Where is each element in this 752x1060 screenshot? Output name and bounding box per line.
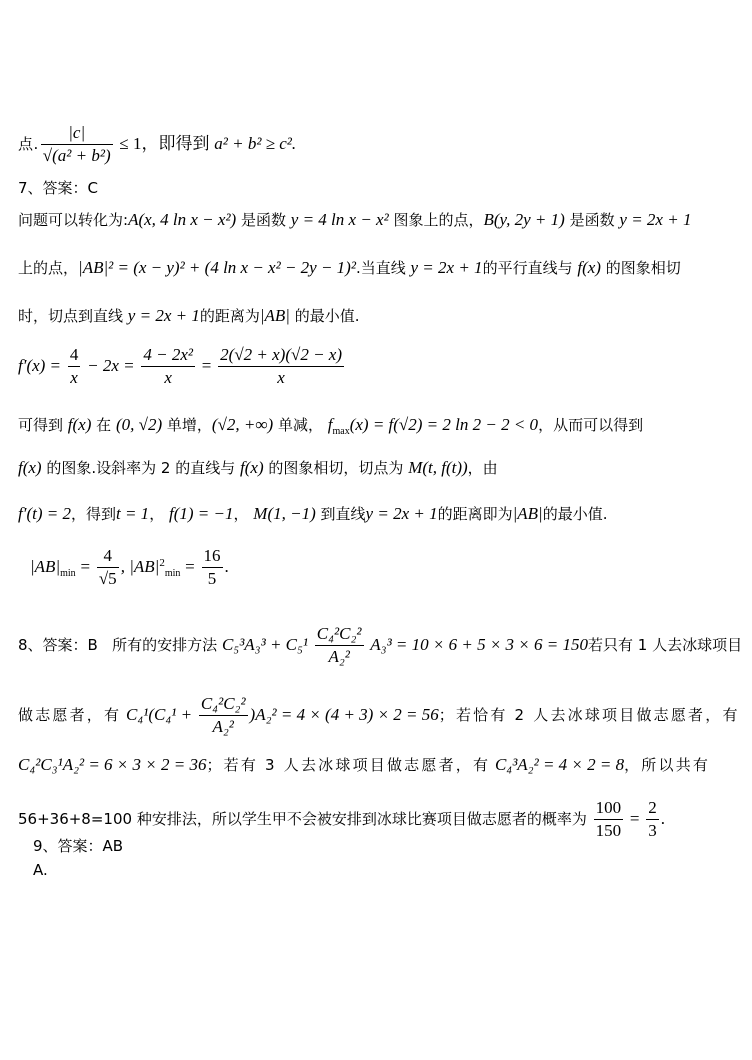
subscript: min [60, 568, 76, 579]
formula: f(x) [577, 258, 601, 277]
line-3 [18, 256, 681, 280]
text: 上的点， [18, 259, 79, 277]
formula: , |AB| [120, 557, 160, 576]
text: 到直线 [320, 505, 366, 523]
formula: f(x) [240, 458, 264, 477]
fraction [646, 797, 659, 842]
formula: f(1) = −1 [168, 504, 234, 523]
text: 问题可以转化为: [18, 211, 129, 229]
formula: = [185, 557, 195, 576]
formula: C₄²C₃¹A₂² = 6 × 3 × 2 = 36 [18, 755, 207, 774]
superscript: 2 [159, 557, 165, 569]
formula: y = 2x + 1 [365, 504, 438, 523]
denominator: x [70, 368, 78, 387]
formula: y = 2x + 1 [410, 258, 483, 277]
text: ， [233, 505, 249, 523]
fraction [218, 344, 344, 389]
fraction [97, 545, 119, 590]
answer-8-line [18, 623, 742, 668]
text: 的最小值. [294, 307, 360, 325]
denominator: x [164, 368, 172, 387]
formula: A(x, 4 ln x − x²) [128, 210, 237, 229]
text: ；若恰有 2 人去冰球项目做志愿者，有 [438, 706, 740, 724]
numerator: 100 [594, 797, 624, 820]
text: 的图象.设斜率为 2 的直线与 [46, 459, 236, 477]
formula: M(1, −1) [253, 504, 316, 523]
answer-8-label: 8、答案：B [18, 636, 98, 654]
numerator: 4 − 2x² [141, 344, 195, 367]
line-2 [18, 208, 691, 232]
formula: f [327, 415, 333, 434]
denominator: √(a² + b²) [42, 146, 111, 165]
text: 在 [96, 416, 112, 434]
text: ，所以共有 [624, 756, 711, 774]
denominator: √5 [98, 569, 117, 588]
text: ≤ 1，即得到 [119, 134, 210, 153]
fraction [199, 693, 248, 738]
min-value-line [30, 545, 229, 590]
derivative-line [18, 344, 346, 389]
text: 是函数 [240, 211, 286, 229]
text: 单减， [277, 416, 323, 434]
text: ，由 [467, 459, 498, 477]
line-8 [18, 502, 608, 526]
fraction [41, 122, 113, 167]
denominator: 5 [207, 569, 217, 588]
numerator: 4 [97, 545, 119, 568]
text: 是函数 [569, 211, 615, 229]
formula: f(x) [67, 415, 92, 434]
text: .当直线 [355, 259, 406, 277]
denominator: x [277, 368, 285, 387]
text: 的图象相切，切点为 [268, 459, 404, 477]
formula: = [629, 809, 640, 828]
text: 的图象相切 [605, 259, 681, 277]
text: 的距离为 [199, 307, 260, 325]
formula: |AB| [512, 504, 543, 523]
formula: t = 1 [115, 504, 150, 523]
formula: f(x) [18, 458, 42, 477]
formula: . [660, 809, 666, 828]
numerator: 2(√2 + x)(√2 − x) [218, 344, 344, 367]
subscript: min [164, 568, 181, 579]
denominator: A₂² [212, 717, 234, 736]
formula: )A₂² = 4 × (4 + 3) × 2 = 56 [249, 705, 439, 724]
text: ， [149, 505, 165, 523]
numerator: 4 [68, 344, 81, 367]
text: 做志愿者，有 [18, 706, 122, 724]
line-6 [18, 413, 643, 444]
denominator: A₂² [328, 647, 350, 666]
formula: = [80, 557, 91, 576]
text: 若只有 1 人去冰球项目 [588, 636, 743, 654]
text: 56+36+8=100 种安排法，所以学生甲不会被安排到冰球比赛项目做志愿者的概率为 [18, 810, 587, 828]
formula: A₃³ = 10 × 6 + 5 × 3 × 6 = 150 [370, 635, 589, 654]
text: 的最小值. [542, 505, 608, 523]
formula: (x) = f(√2) = 2 ln 2 − 2 < 0 [349, 415, 539, 434]
text: 单增， [166, 416, 212, 434]
text: 时，切点到直线 [18, 307, 124, 325]
text: ，得到 [70, 505, 116, 523]
fraction [68, 344, 81, 389]
text: 所有的安排方法 [112, 636, 218, 654]
formula: y = 2x + 1 [619, 210, 692, 229]
formula: (√2, +∞) [211, 415, 274, 434]
line-1 [18, 122, 296, 167]
answer-7-label: 7、答案：C [18, 179, 99, 197]
line-11 [18, 693, 740, 738]
option-a-label: A. [33, 861, 48, 879]
formula: f′(x) = [18, 356, 62, 375]
denominator: 3 [648, 821, 657, 840]
fraction [202, 545, 223, 590]
formula: y = 2x + 1 [127, 306, 200, 325]
text: 可得到 [18, 416, 64, 434]
text: 点. [18, 135, 39, 153]
formula: |AB| [259, 306, 290, 325]
formula: a² + b² ≥ c². [214, 134, 297, 153]
line-4 [18, 304, 360, 328]
formula: C₅³A₃³ + C₅¹ [221, 635, 309, 654]
numerator: |c| [41, 122, 113, 145]
text: 图象上的点， [393, 211, 484, 229]
formula: B(y, 2y + 1) [483, 210, 565, 229]
line-7 [18, 456, 498, 480]
numerator: 16 [202, 545, 223, 568]
formula: . [224, 557, 229, 576]
subscript: max [332, 426, 350, 437]
formula: |AB|² = (x − y)² + (4 ln x − x² − 2y − 1)² [78, 258, 356, 277]
formula: = [201, 356, 212, 375]
line-12 [18, 753, 710, 777]
formula: C₄³A₂² = 4 × 2 = 8 [494, 755, 625, 774]
fraction [315, 623, 364, 668]
formula: − 2x = [87, 356, 135, 375]
fraction [141, 344, 195, 389]
formula: |AB| [30, 557, 61, 576]
text: 的距离即为 [437, 505, 513, 523]
formula: M(t, f(t)) [408, 458, 468, 477]
numerator: 2 [646, 797, 659, 820]
numerator: C₄²C₂² [199, 693, 248, 716]
text: ，从而可以得到 [538, 416, 644, 434]
formula: y = 4 ln x − x² [290, 210, 389, 229]
numerator: C₄²C₂² [315, 623, 364, 646]
fraction [594, 797, 624, 842]
text: 的平行直线与 [482, 259, 573, 277]
text: ；若有 3 人去冰球项目做志愿者，有 [206, 756, 491, 774]
formula: (0, √2) [115, 415, 163, 434]
formula: f′(t) = 2 [18, 504, 71, 523]
denominator: 150 [595, 821, 622, 840]
answer-9-label: 9、答案：AB [33, 837, 124, 855]
formula: C₄¹(C₄¹ + [125, 705, 193, 724]
